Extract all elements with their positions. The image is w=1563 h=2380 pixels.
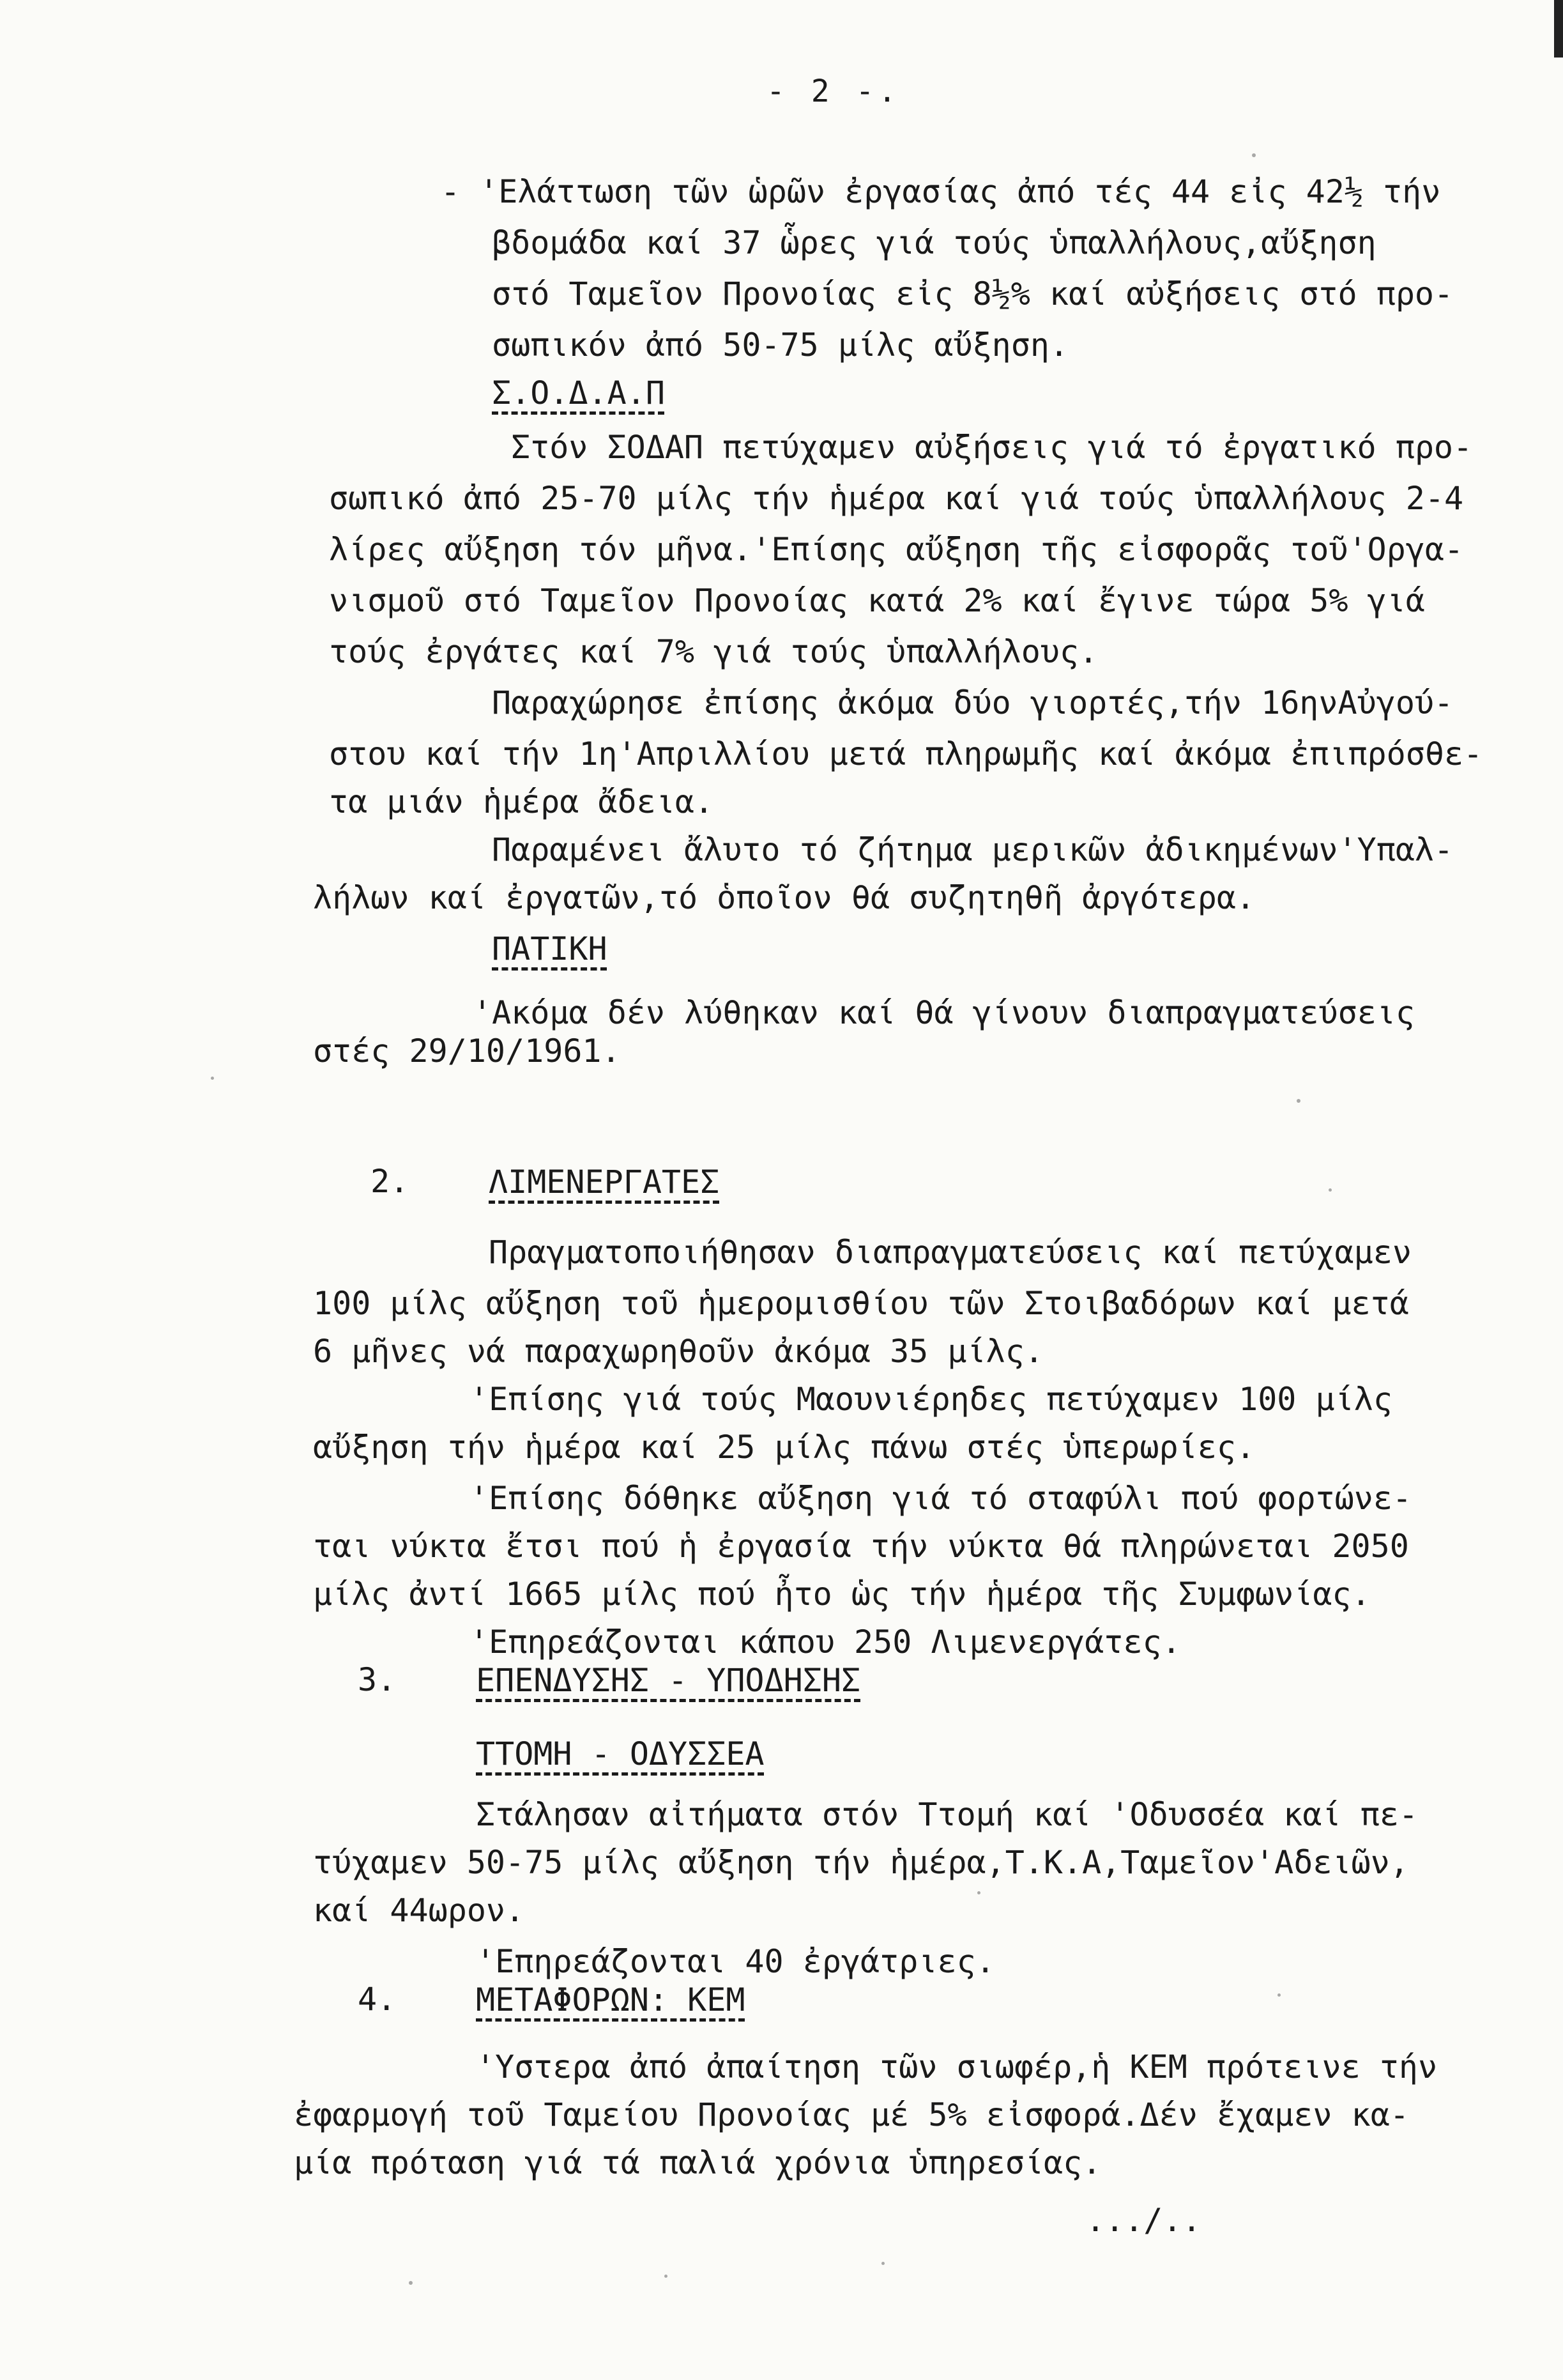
text-line: ται νύκτα ἔτσι πού ἡ ἐργασία τήν νύκτα θά πληρώνεται 2050 xyxy=(313,1528,1409,1565)
text-line: μίλς ἀντί 1665 μίλς πού ἦτο ὡς τήν ἡμέρα τῆς Συμφωνίας. xyxy=(313,1576,1371,1613)
text-line: τύχαμεν 50-75 μίλς αὔξηση τήν ἡμέρα,Τ.Κ.Α,Ταμεῖον'Αδειῶν, xyxy=(313,1844,1409,1881)
scan-speck xyxy=(664,2275,667,2278)
section-heading-patiki: ΠΑΤΙΚΗ xyxy=(492,930,607,967)
scan-edge-mark xyxy=(1554,0,1563,58)
text-line: τούς ἐργάτες καί 7% γιά τούς ὑπαλλήλους. xyxy=(329,633,1099,670)
page-number: - 2 -. xyxy=(766,73,901,109)
text-line: - 'Ελάττωση τῶν ὡρῶν ἐργασίας ἀπό τές 44 εἰς 42½ τήν xyxy=(441,173,1441,210)
scan-speck xyxy=(409,2281,413,2285)
text-line: τα μιάν ἡμέρα ἄδεια. xyxy=(329,783,714,820)
text-line: 6 μῆνες νά παραχωρηθοῦν ἀκόμα 35 μίλς. xyxy=(313,1333,1044,1370)
section-heading-transport-kem: ΜΕΤΑΦΟΡΩΝ: ΚΕΜ xyxy=(476,1981,745,2018)
text-line: σωπικό ἀπό 25-70 μίλς τήν ἡμέρα καί γιά τούς ὑπαλλήλους 2-4 xyxy=(329,480,1464,517)
text-line: αὔξηση τήν ἡμέρα καί 25 μίλς πάνω στές ὑπερωρίες. xyxy=(313,1429,1256,1466)
text-line: 'Επηρεάζονται 40 ἐργάτριες. xyxy=(476,1943,995,1980)
text-line: λίρες αὔξηση τόν μῆνα.'Επίσης αὔξηση τῆς εἰσφορᾶς τοῦ'Οργα- xyxy=(329,531,1464,568)
section-number: 3. xyxy=(358,1661,397,1698)
section-number: 4. xyxy=(358,1981,397,2018)
text-line: Παραμένει ἄλυτο τό ζήτημα μερικῶν ἀδικημένων'Υπαλ- xyxy=(492,831,1454,868)
text-line: 'Ακόμα δέν λύθηκαν καί θά γίνουν διαπραγματεύσεις xyxy=(473,994,1415,1031)
section-heading-port-workers: ΛΙΜΕΝΕΡΓΑΤΕΣ xyxy=(489,1163,720,1201)
text-line: καί 44ωρον. xyxy=(313,1892,525,1929)
text-line: Παραχώρησε ἐπίσης ἀκόμα δύο γιορτές,τήν 16ηνΑὐγού- xyxy=(492,684,1454,721)
scan-speck xyxy=(977,1891,980,1894)
text-line: στου καί τήν 1η'Απριλλίου μετά πληρωμῆς καί ἀκόμα ἐπιπρόσθε- xyxy=(329,735,1483,772)
text-line: 'Επίσης δόθηκε αὔξηση γιά τό σταφύλι πού φορτώνε- xyxy=(469,1480,1412,1517)
text-line: Στόν ΣΟΔΑΠ πετύχαμεν αὐξήσεις γιά τό ἐργατικό προ- xyxy=(511,429,1473,466)
text-line: 100 μίλς αὔξηση τοῦ ἡμερομισθίου τῶν Στοιβαδόρων καί μετά xyxy=(313,1285,1409,1322)
scan-speck xyxy=(1297,1099,1300,1103)
text-line: στό Ταμεῖον Προνοίας εἰς 8½% καί αὐξήσεις στό προ- xyxy=(492,275,1454,312)
section-heading-sodap: Σ.Ο.Δ.Α.Π xyxy=(492,374,665,411)
text-line: στές 29/10/1961. xyxy=(313,1033,621,1070)
continuation-mark: .../.. xyxy=(1086,2202,1201,2239)
text-line: Στάλησαν αἰτήματα στόν Ττομή καί 'Οδυσσέα καί πε- xyxy=(476,1796,1419,1833)
scan-speck xyxy=(1252,153,1256,157)
section-number: 2. xyxy=(370,1163,409,1200)
scan-speck xyxy=(211,1077,214,1080)
text-line: λήλων καί ἐργατῶν,τό ὁποῖον θά συζητηθῆ ἀργότερα. xyxy=(313,879,1256,916)
section-heading-clothing-footwear: ΕΠΕΝΔΥΣΗΣ - ΥΠΟΔΗΣΗΣ xyxy=(476,1662,861,1699)
scan-speck xyxy=(881,2262,885,2265)
text-line: 'Επίσης γιά τούς Μαουνιέρηδες πετύχαμεν 100 μίλς xyxy=(469,1381,1392,1418)
text-line: 'Υστερα ἀπό ἀπαίτηση τῶν σιωφέρ,ἡ ΚΕΜ πρότεινε τήν xyxy=(476,2048,1438,2085)
text-line: νισμοῦ στό Ταμεῖον Προνοίας κατά 2% καί ἔγινε τώρα 5% γιά xyxy=(329,582,1425,619)
text-line: 'Επηρεάζονται κάπου 250 Λιμενεργάτες. xyxy=(469,1624,1181,1661)
text-line: ἐφαρμογή τοῦ Ταμείου Προνοίας μέ 5% εἰσφορά.Δέν ἔχαμεν κα- xyxy=(294,2096,1409,2133)
text-line: βδομάδα καί 37 ὧρες γιά τούς ὑπαλλήλους,αὔξηση xyxy=(492,224,1376,261)
scan-speck xyxy=(1277,1993,1281,1997)
text-line: Πραγματοποιήθησαν διαπραγματεύσεις καί πετύχαμεν xyxy=(489,1234,1412,1271)
text-line: μία πρόταση γιά τά παλιά χρόνια ὑπηρεσίας. xyxy=(294,2144,1102,2181)
scan-speck xyxy=(1329,1188,1332,1192)
text-line: σωπικόν ἀπό 50-75 μίλς αὔξηση. xyxy=(492,326,1069,364)
sub-heading-ttomi-odyssea: ΤΤΟΜΗ - ΟΔΥΣΣΕΑ xyxy=(476,1735,765,1772)
